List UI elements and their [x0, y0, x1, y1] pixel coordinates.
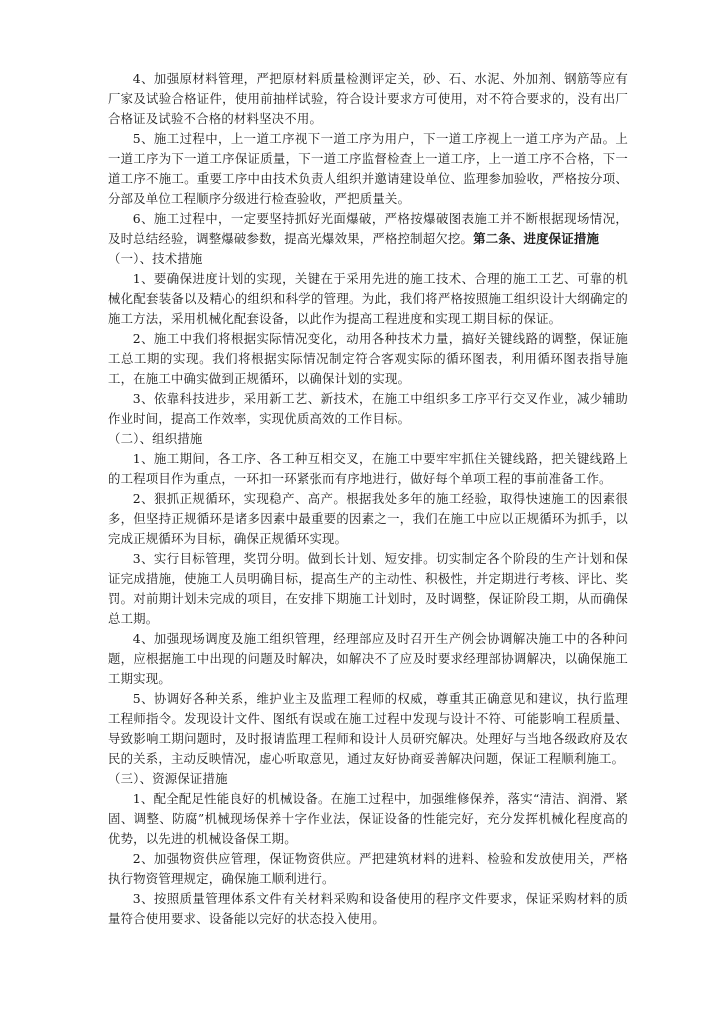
paragraph-process-handover: 5、施工过程中，上一道工序视下一道工序为用户，下一道工序视上一道工序为产品。上一道工序为下一道工序保证质量，下一道工序监督检查上一道工序，上一道工序不合格，下一道工序不施工。重要工序中由技术负责人组织并邀请建设单位、监理参加验收，严格按分项、分部及单位工程顺序分级进行检查验收，严把质量关。	[108, 131, 628, 206]
section-title-schedule-guarantee: 第二条、进度保证措施	[473, 231, 600, 246]
paragraph-technical-1: 1、要确保进度计划的实现，关键在于采用先进的施工技术、合理的施工工艺、可靠的机械化配套装备以及精心的组织和科学的管理。为此，我们将严格按照施工组织设计大纲确定的施工方法，采用机械化配套设备，以此作为提高工程进度和实现工期目标的保证。	[108, 271, 628, 326]
document-page	[108, 69, 628, 929]
paragraph-material-management: 4、加强原材料管理，严把原材料质量检测评定关，砂、石、水泥、外加剂、钢筋等应有厂家及试验合格证件，使用前抽样试验，符合设计要求方可使用，对不符合要求的，没有出厂合格证及试验不合格的材料坚决不用。	[108, 71, 628, 126]
paragraph-organization-2: 2、狠抓正规循环，实现稳产、高产。根据我处多年的施工经验，取得快速施工的因素很多，但坚持正规循环是诸多因素中最重要的因素之一，我们在施工中应以正规循环为抓手，以完成正规循环为目标，确保正规循环实现。	[108, 491, 628, 546]
paragraph-blasting	[108, 209, 628, 249]
paragraph-organization-3: 3、实行目标管理，奖罚分明。做到长计划、短安排。切实制定各个阶段的生产计划和保证完成措施，使施工人员明确目标，提高生产的主动性、积极性，并定期进行考核、评比、奖罚。对前期计划未完成的项目，在安排下期施工计划时，及时调整，保证阶段工期，从而确保总工期。	[108, 551, 628, 626]
paragraph-organization-5: 5、协调好各种关系，维护业主及监理工程师的权威，尊重其正确意见和建议，执行监理工程师指令。发现设计文件、图纸有误或在施工过程中发现与设计不符、可能影响工程质量、导致影响工期问题时，及时报请监理工程师和设计人员研究解决。处理好与当地各级政府及农民的关系，主动反映情况，虚心听取意见，通过友好协商妥善解决问题，保证工程顺利施工。	[108, 691, 628, 766]
paragraph-technical-2: 2、施工中我们将根据实际情况变化，动用各种技术力量，搞好关键线路的调整，保证施工总工期的实现。我们将根据实际情况制定符合客观实际的循环图表，利用循环图表指导施工，在施工中确实做到正规循环，以确保计划的实现。	[108, 331, 628, 386]
paragraph-organization-1: 1、施工期间，各工序、各工种互相交叉，在施工中要牢牢抓住关键线路，把关键线路上的工程项目作为重点，一环扣一环紧张而有序地进行，做好每个单项工程的事前准备工作。	[108, 451, 628, 486]
paragraph-resource-1: 1、配全配足性能良好的机械设备。在施工过程中，加强维修保养，落实“清洁、润滑、紧固、调整、防腐”机械现场保养十字作业法，保证设备的性能完好，充分发挥机械化程度高的优势，以先进的机械设备保工期。	[108, 791, 628, 846]
paragraph-resource-2: 2、加强物资供应管理，保证物资供应。严把建筑材料的进料、检验和发放使用关，严格执行物资管理规定，确保施工顺利进行。	[108, 851, 628, 886]
paragraph-resource-3: 3、按照质量管理体系文件有关材料采购和设备使用的程序文件要求，保证采购材料的质量符合使用要求、设备能以完好的状态投入使用。	[108, 891, 628, 926]
paragraph-technical-3: 3、依靠科技进步，采用新工艺、新技术，在施工中组织多工序平行交叉作业，减少辅助作业时间，提高工作效率，实现优质高效的工作目标。	[108, 391, 628, 426]
heading-organization-measures: （二）、组织措施	[108, 431, 203, 446]
paragraph-blasting-text: 6、施工过程中，一定要坚持抓好光面爆破，严格按爆破图表施工并不断根据现场情况，及时总结经验，调整爆破参数，提高光爆效果，严格控制超欠挖。	[108, 211, 628, 246]
paragraph-organization-4: 4、加强现场调度及施工组织管理，经理部应及时召开生产例会协调解决施工中的各种问题，应根据施工中出现的问题及时解决，如解决不了应及时要求经理部协调解决，以确保施工工期实现。	[108, 631, 628, 686]
heading-resource-measures: （三）、资源保证措施	[108, 771, 228, 786]
heading-technical-measures: （一）、技术措施	[108, 251, 203, 266]
